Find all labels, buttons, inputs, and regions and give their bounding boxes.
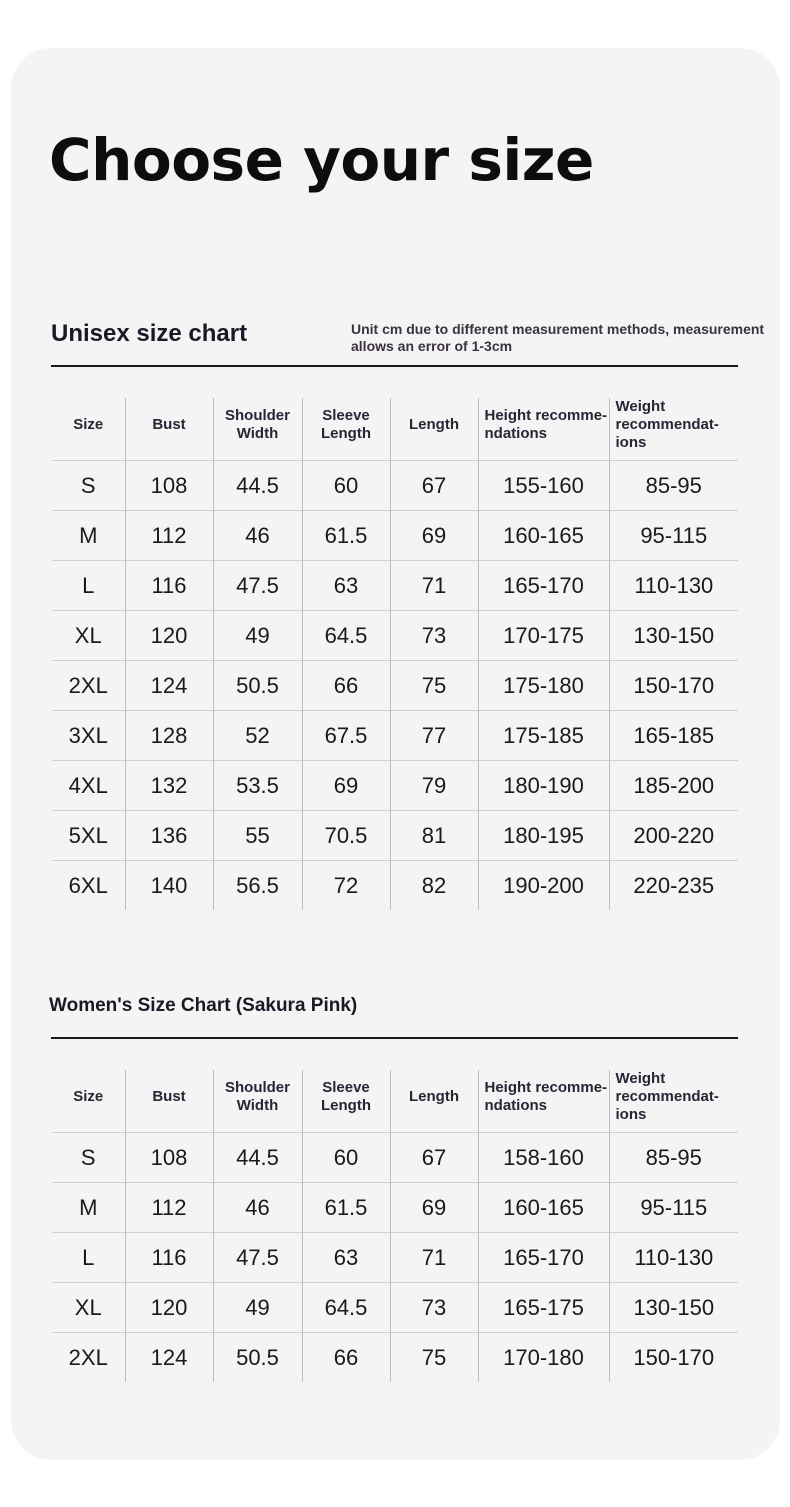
table-cell: 110-130 xyxy=(609,561,738,611)
table-cell: 220-235 xyxy=(609,861,738,911)
table-cell: 165-185 xyxy=(609,711,738,761)
women-chart-title: Women's Size Chart (Sakura Pink) xyxy=(49,995,358,1016)
women-divider xyxy=(51,1037,738,1039)
table-cell: 124 xyxy=(125,661,213,711)
table-row xyxy=(52,461,738,511)
table-cell: 77 xyxy=(390,711,478,761)
column-header: Length xyxy=(390,1070,478,1133)
table-cell: 60 xyxy=(302,461,390,511)
table-cell: 53.5 xyxy=(213,761,302,811)
table-cell: 71 xyxy=(390,561,478,611)
table-cell: S xyxy=(52,461,125,511)
table-cell: 112 xyxy=(125,511,213,561)
table-cell: 49 xyxy=(213,611,302,661)
table-cell: 95-115 xyxy=(609,1183,738,1233)
table-cell: 47.5 xyxy=(213,561,302,611)
column-header: Shoulder Width xyxy=(213,398,302,461)
table-cell: XL xyxy=(52,611,125,661)
table-cell: 69 xyxy=(390,1183,478,1233)
table-cell: 50.5 xyxy=(213,661,302,711)
table-cell: 44.5 xyxy=(213,1133,302,1183)
table-cell: 47.5 xyxy=(213,1233,302,1283)
table-cell: 120 xyxy=(125,1283,213,1333)
column-header: Length xyxy=(390,398,478,461)
unisex-chart-title: Unisex size chart xyxy=(51,320,248,347)
table-cell: 180-195 xyxy=(478,811,609,861)
column-header: Weight recommendat-ions xyxy=(609,398,738,461)
table-cell: M xyxy=(52,511,125,561)
table-cell: 185-200 xyxy=(609,761,738,811)
unisex-size-table xyxy=(52,398,738,910)
column-header: Bust xyxy=(125,398,213,461)
table-row xyxy=(52,611,738,661)
table-cell: 3XL xyxy=(52,711,125,761)
table-cell: 5XL xyxy=(52,811,125,861)
table-cell: 170-180 xyxy=(478,1333,609,1383)
column-header: Bust xyxy=(125,1070,213,1133)
table-cell: 69 xyxy=(390,511,478,561)
table-cell: 75 xyxy=(390,661,478,711)
table-cell: M xyxy=(52,1183,125,1233)
table-cell: S xyxy=(52,1133,125,1183)
column-header: Size xyxy=(73,416,104,433)
table-cell: 165-170 xyxy=(478,1233,609,1283)
table-cell: XL xyxy=(52,1283,125,1333)
column-header: Shoulder Width xyxy=(213,1070,302,1133)
table-cell: 124 xyxy=(125,1333,213,1383)
table-cell: 71 xyxy=(390,1233,478,1283)
table-cell: 155-160 xyxy=(478,461,609,511)
table-cell: 85-95 xyxy=(609,1133,738,1183)
table-cell: 140 xyxy=(125,861,213,911)
table-row xyxy=(52,1183,738,1233)
column-header: Height recomme-ndations xyxy=(478,398,609,461)
table-cell: 120 xyxy=(125,611,213,661)
table-cell: 175-180 xyxy=(478,661,609,711)
table-row xyxy=(52,861,738,911)
table-cell: 190-200 xyxy=(478,861,609,911)
table-cell: 165-170 xyxy=(478,561,609,611)
table-cell: 44.5 xyxy=(213,461,302,511)
table-row xyxy=(52,1333,738,1383)
table-cell: 128 xyxy=(125,711,213,761)
table-cell: 175-185 xyxy=(478,711,609,761)
table-cell: 52 xyxy=(213,711,302,761)
table-cell: 79 xyxy=(390,761,478,811)
table-cell: 160-165 xyxy=(478,511,609,561)
table-cell: 61.5 xyxy=(302,511,390,561)
unisex-divider xyxy=(51,365,738,367)
table-row xyxy=(52,1283,738,1333)
table-cell: 108 xyxy=(125,1133,213,1183)
table-cell: 55 xyxy=(213,811,302,861)
table-cell: 66 xyxy=(302,661,390,711)
table-cell: 132 xyxy=(125,761,213,811)
table-cell: 49 xyxy=(213,1283,302,1333)
page-title: Choose your size xyxy=(49,126,594,194)
table-row xyxy=(52,711,738,761)
table-cell: 61.5 xyxy=(302,1183,390,1233)
table-cell: 73 xyxy=(390,611,478,661)
table-cell: L xyxy=(52,561,125,611)
column-header: Weight recommendat-ions xyxy=(609,1070,738,1133)
table-cell: 110-130 xyxy=(609,1233,738,1283)
column-header: Sleeve Length xyxy=(302,398,390,461)
table-header-row xyxy=(52,1070,738,1133)
table-cell: 72 xyxy=(302,861,390,911)
column-header: Sleeve Length xyxy=(302,1070,390,1133)
table-cell: 63 xyxy=(302,1233,390,1283)
table-cell: 69 xyxy=(302,761,390,811)
table-cell: 2XL xyxy=(52,1333,125,1383)
table-cell: 64.5 xyxy=(302,611,390,661)
table-header-row xyxy=(52,398,738,461)
column-header: Size xyxy=(73,1088,104,1105)
table-row xyxy=(52,1233,738,1283)
table-cell: 165-175 xyxy=(478,1283,609,1333)
table-cell: 73 xyxy=(390,1283,478,1333)
table-cell: 75 xyxy=(390,1333,478,1383)
table-cell: 67 xyxy=(390,461,478,511)
table-row xyxy=(52,811,738,861)
table-cell: 6XL xyxy=(52,861,125,911)
table-cell: 56.5 xyxy=(213,861,302,911)
table-cell: 200-220 xyxy=(609,811,738,861)
table-cell: 85-95 xyxy=(609,461,738,511)
table-cell: 66 xyxy=(302,1333,390,1383)
table-cell: 82 xyxy=(390,861,478,911)
table-row xyxy=(52,561,738,611)
table-cell: 180-190 xyxy=(478,761,609,811)
column-header: Height recomme-ndations xyxy=(478,1070,609,1133)
table-cell: 46 xyxy=(213,1183,302,1233)
table-row xyxy=(52,661,738,711)
table-cell: 160-165 xyxy=(478,1183,609,1233)
table-cell: 158-160 xyxy=(478,1133,609,1183)
table-row xyxy=(52,761,738,811)
table-cell: 81 xyxy=(390,811,478,861)
table-cell: 130-150 xyxy=(609,1283,738,1333)
table-cell: 2XL xyxy=(52,661,125,711)
table-cell: 46 xyxy=(213,511,302,561)
table-cell: 116 xyxy=(125,1233,213,1283)
table-cell: 108 xyxy=(125,461,213,511)
table-cell: 67.5 xyxy=(302,711,390,761)
table-cell: L xyxy=(52,1233,125,1283)
table-cell: 67 xyxy=(390,1133,478,1183)
table-cell: 116 xyxy=(125,561,213,611)
table-cell: 4XL xyxy=(52,761,125,811)
table-cell: 50.5 xyxy=(213,1333,302,1383)
unit-note: Unit cm due to different measurement methods, measurement allows an error of 1-3cm xyxy=(351,321,765,354)
table-cell: 150-170 xyxy=(609,661,738,711)
table-cell: 63 xyxy=(302,561,390,611)
table-cell: 95-115 xyxy=(609,511,738,561)
table-row xyxy=(52,1133,738,1183)
table-cell: 70.5 xyxy=(302,811,390,861)
table-cell: 136 xyxy=(125,811,213,861)
table-cell: 60 xyxy=(302,1133,390,1183)
table-cell: 64.5 xyxy=(302,1283,390,1333)
table-row xyxy=(52,511,738,561)
table-cell: 112 xyxy=(125,1183,213,1233)
table-cell: 150-170 xyxy=(609,1333,738,1383)
table-cell: 170-175 xyxy=(478,611,609,661)
table-cell: 130-150 xyxy=(609,611,738,661)
women-size-table xyxy=(52,1070,738,1382)
